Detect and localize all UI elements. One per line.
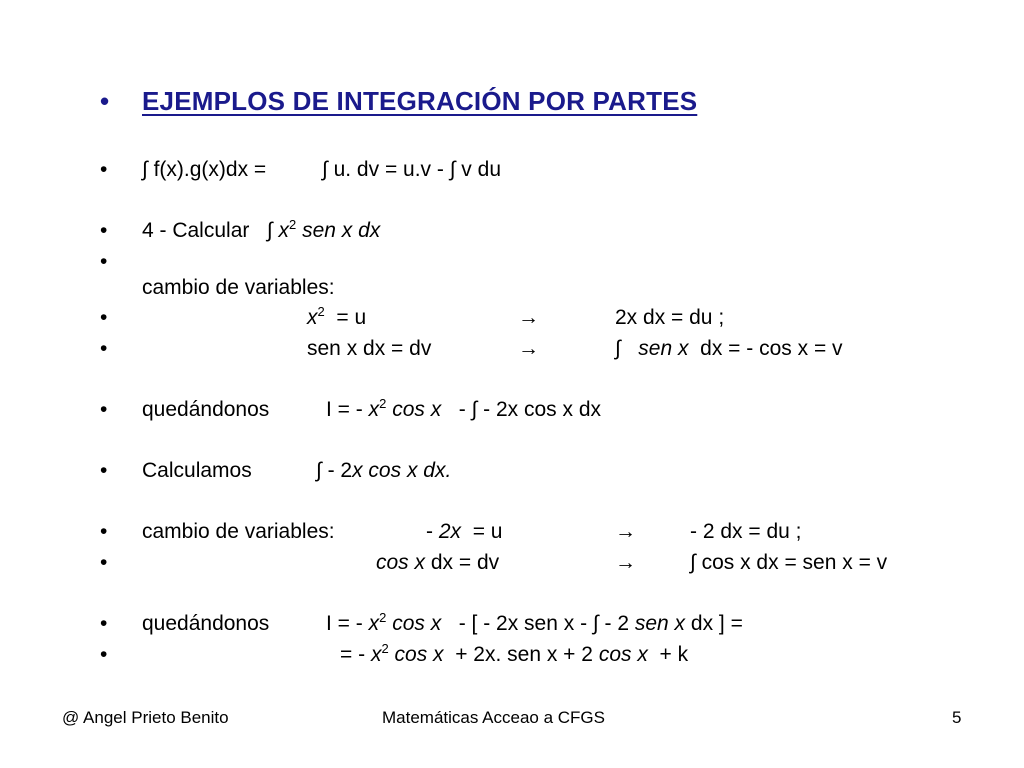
problem-rest: sen x dx [302, 219, 381, 242]
change2-label: cambio de variables: [142, 520, 335, 543]
r1-it: cos x [392, 398, 442, 421]
change2-row1-lhs [426, 520, 502, 544]
bullet: • [100, 306, 108, 329]
change1-row1-rhs: 2x dx = du ; [615, 306, 725, 329]
c2-it: 2x [438, 520, 462, 543]
c2r2-it: cos x [376, 551, 426, 574]
r3-it2: cos x [598, 643, 648, 666]
change2-row1-rhs: - 2 dx = du ; [690, 520, 802, 543]
bullet: • [100, 337, 108, 360]
footer-author: @ Angel Prieto Benito [62, 708, 229, 727]
arrow-icon: → [615, 551, 636, 574]
r2-p1: I = - [326, 612, 363, 635]
r1-p2: - ∫ - 2x cos x dx [458, 398, 602, 421]
slide-title: EJEMPLOS DE INTEGRACIÓN POR PARTES [142, 86, 698, 116]
r3-p3: + k [659, 643, 689, 666]
c1-exp: 2 [317, 304, 325, 319]
c1r2-int: ∫ [615, 337, 621, 360]
bullet: • [100, 250, 108, 273]
bullet: • [100, 459, 108, 482]
calc-p1: ∫ - 2 [316, 459, 353, 482]
c1r2-rest: dx = - cos x = v [700, 337, 843, 360]
r2-p3: dx ] = [690, 612, 743, 635]
r2-it2: sen x [634, 612, 686, 635]
change1-row2-rhs [615, 337, 843, 361]
title-bullet: • [100, 86, 110, 116]
r3-it1: cos x [394, 643, 444, 666]
result2-label: quedándonos [142, 612, 270, 635]
result3-expr [340, 643, 688, 667]
calc-label: Calculamos [142, 459, 252, 482]
calc-expr [316, 459, 451, 483]
bullet: • [100, 643, 108, 666]
change2-row2-rhs: ∫ cos x dx = sen x = v [690, 551, 888, 574]
integral-sign: ∫ [266, 219, 273, 242]
bullet: • [100, 551, 108, 574]
bullet: • [100, 158, 108, 181]
change1-label: cambio de variables: [142, 276, 335, 299]
bullet: • [100, 612, 108, 635]
change1-row2-lhs: sen x dx = dv [307, 337, 432, 360]
c2-pre: - [426, 520, 433, 543]
c1r2-it: sen x [638, 337, 689, 360]
problem-exponent: 2 [289, 217, 297, 232]
change1-row1-lhs [307, 306, 366, 330]
calc-it: x cos x dx. [352, 459, 452, 482]
bullet: • [100, 520, 108, 543]
problem-line [142, 219, 380, 243]
arrow-icon: → [518, 306, 539, 329]
r3-exp: 2 [381, 641, 389, 656]
r2-x: x [368, 612, 380, 635]
r1-exp: 2 [379, 396, 387, 411]
bullet: • [100, 398, 108, 421]
c1-x: x [307, 306, 318, 329]
c2r2-rest: dx = dv [430, 551, 500, 574]
problem-label: 4 - Calcular [142, 219, 250, 242]
r2-p2: - [ - 2x sen x - ∫ - 2 [458, 612, 630, 635]
problem-x: x [278, 219, 289, 242]
r2-exp: 2 [379, 610, 387, 625]
r2-it1: cos x [392, 612, 442, 635]
r1-p1: I = - [326, 398, 363, 421]
c1-eq: = u [336, 306, 367, 329]
formula-right: ∫ u. dv = u.v - ∫ v du [322, 158, 502, 181]
result1-expr [326, 398, 601, 422]
c2-eq: = u [472, 520, 503, 543]
footer-subject: Matemáticas Acceao a CFGS [382, 708, 605, 727]
r3-p1: = - [340, 643, 366, 666]
change2-row2-lhs [376, 551, 499, 575]
arrow-icon: → [615, 520, 636, 543]
r1-x: x [368, 398, 380, 421]
result1-label: quedándonos [142, 398, 270, 421]
formula-left: ∫ f(x).g(x)dx = [142, 158, 267, 181]
r3-x: x [370, 643, 382, 666]
arrow-icon: → [518, 337, 539, 360]
bullet: • [100, 219, 108, 242]
result2-expr [326, 612, 743, 636]
footer-page-number: 5 [952, 708, 962, 727]
r3-p2: + 2x. sen x + 2 [455, 643, 593, 666]
